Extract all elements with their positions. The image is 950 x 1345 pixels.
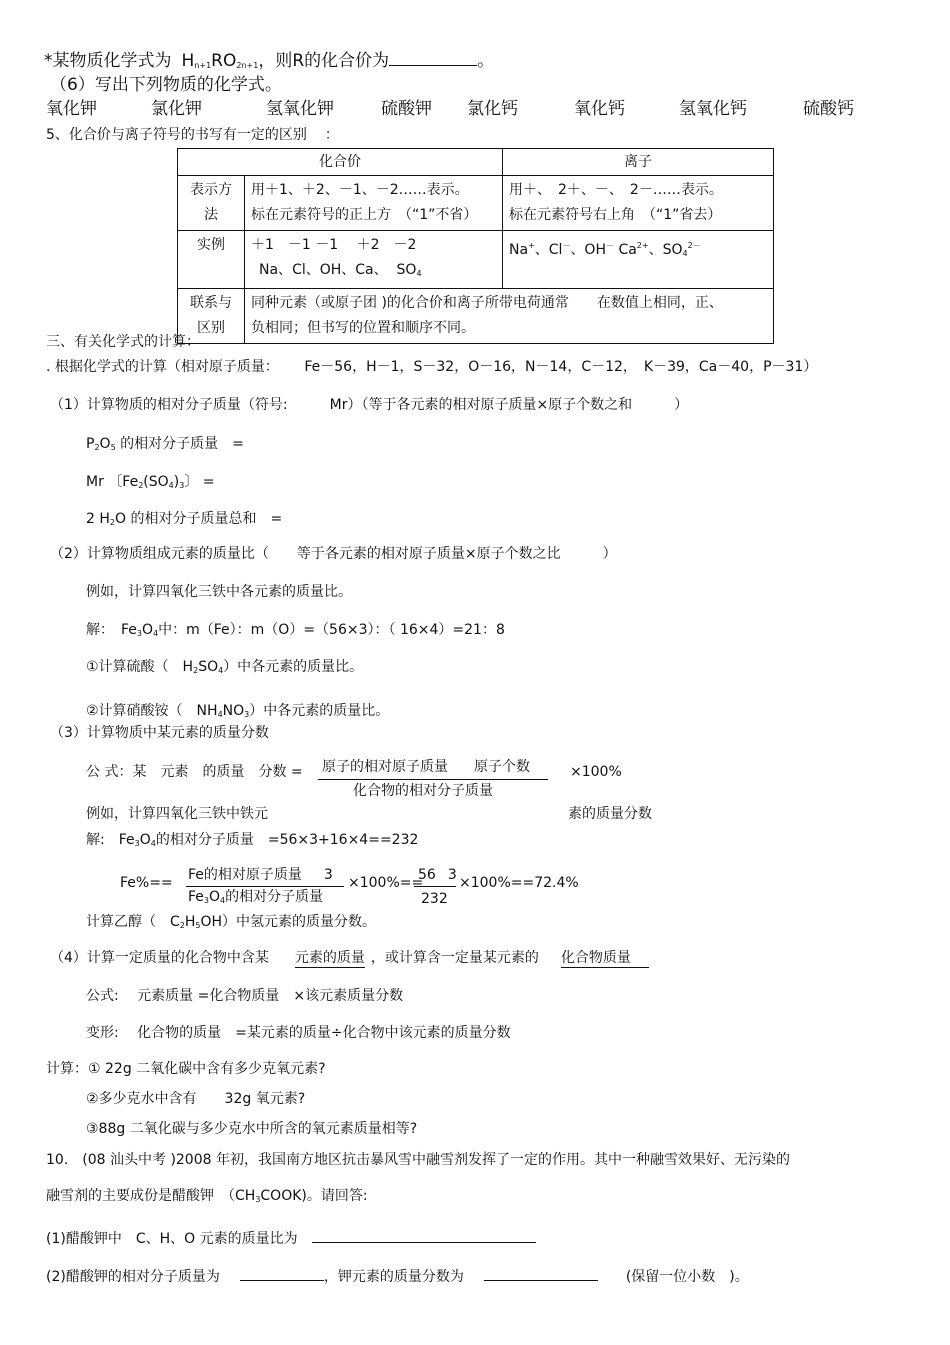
answer-blank[interactable] (389, 51, 477, 66)
ion-example: Na+、Cl－、OH－ $Ca^{2+}$、$SO_4^{2-}$ (503, 231, 774, 289)
q6-item: 硫酸钙 (803, 99, 854, 119)
h2o-line: 2 $H_2O$ 的相对分子质量总和 = (86, 511, 283, 527)
row-label-relation: 联系与 区别 (178, 289, 245, 344)
p2o5-line: $P_2O_5$ 的相对分子质量 = (86, 436, 244, 452)
valence-example: ＋1 －1 －1 ＋2 －2 Na、Cl、OH、Ca、 $SO_4$ (245, 231, 503, 289)
c3-formula-label: 公 式：某 元素 的质量 分数 = (86, 764, 303, 780)
q6-item: 氯化钙 (467, 99, 518, 119)
c3-solution: 解: $Fe_3O_4$的相对分子质量 =56×3+16×4==232 (86, 832, 419, 848)
fraction-bar (414, 886, 456, 887)
c3-example-a: 例如，计算四氧化三铁中铁元 (86, 806, 268, 822)
c2-example: 例如，计算四氧化三铁中各元素的质量比。 (86, 584, 352, 600)
c1-title: （1）计算物质的相对分子质量（符号: Mr）（等于各元素的相对原子质量×原子个数之和 ） (50, 397, 689, 413)
q6-title: （6）写出下列物质的化学式。 (50, 75, 282, 95)
f1-denominator: $Fe_3O_4$的相对分子质量 (188, 889, 324, 905)
f1-numerator: Fe的相对原子质量 3 (188, 867, 333, 883)
atomic-mass-basis: . 根据化学式的计算（相对原子质量： Fe－56，H－1，S－32，O－16，N－14，C－12， K－39，Ca－40，P－31） (46, 359, 818, 375)
q10-line1: 10. (08 汕头中考 )2008 年初，我国南方地区抗击暴风雪中融雪剂发挥了一定的作用。其中一种融雪效果好、无污染的 (46, 1152, 790, 1168)
q10-line2: 融雪剂的主要成份是醋酸钾 $(CH_3COOK)$。请回答: (46, 1188, 368, 1204)
q6-item: 氢氧化钙 (679, 99, 747, 119)
q6-item: 硫酸钾 (381, 99, 432, 119)
c4-variant: 变形: 化合物的质量 =某元素的质量÷化合物中该元素的质量分数 (86, 1025, 511, 1041)
table-header-valence: 化合价 (178, 149, 503, 176)
c4-formula: 公式: 元素质量 =化合物质量 ×该元素质量分数 (86, 988, 404, 1004)
fe-percent-label: Fe%== (120, 875, 173, 891)
c3-times100: ×100% (570, 764, 622, 780)
calc-q2: ②多少克水中含有 32g 氧元素? (86, 1091, 306, 1107)
fraction-bar (186, 886, 344, 887)
q10-sub1: (1)醋酸钾中 C、H、O 元素的质量比为 (46, 1228, 536, 1247)
relation-text: 同种元素（或原子团 )的化合价和离子所带电荷通常 在数值上相同，正、 负相同；但书写的位置和顺序不同。 (245, 289, 774, 344)
q6-item: 氧化钙 (574, 99, 625, 119)
c2-exercise-2: ②计算硝酸铵（ $NH_4NO_3$）中各元素的质量比。 (86, 703, 390, 719)
mr-fe-line: Mr 〔$Fe_2(SO_4)_3$〕 = (86, 474, 215, 490)
calc-q3: ③88g 二氧化碳与多少克水中所含的氧元素质量相等? (86, 1121, 418, 1137)
c3-denominator: 化合物的相对分子质量 (353, 783, 493, 799)
fraction-bar (318, 779, 548, 780)
q6-item: 氯化钾 (151, 99, 202, 119)
table-header-ion: 离子 (503, 149, 774, 176)
valence-ion-table (177, 148, 774, 344)
answer-blank[interactable] (484, 1266, 598, 1281)
answer-blank[interactable] (240, 1266, 324, 1281)
c3-result: ×100%==72.4% (459, 875, 579, 891)
section3-title: 三、有关化学式的计算： (46, 334, 200, 350)
f2-numerator: 56 3 (418, 867, 457, 883)
answer-blank[interactable] (312, 1228, 536, 1243)
c3-exercise: 计算乙醇（ $C_2H_5OH$）中氢元素的质量分数。 (86, 914, 377, 930)
f2-denominator: 232 (421, 891, 448, 907)
c2-solution: 解： $Fe_3O_4$中：m（Fe）：m（O）=（56×3）：（ 16×4）=21：8 (86, 622, 505, 638)
section5-title: 5、化合价与离子符号的书写有一定的区别 ： (46, 127, 339, 143)
c3-title: （3）计算物质中某元素的质量分数 (50, 725, 269, 741)
q6-item: 氢氧化钾 (266, 99, 334, 119)
c3-example-b: 素的质量分数 (568, 806, 652, 822)
row-label-example: 实例 (178, 231, 245, 289)
valence-question: *某物质化学式为 $H_{n+1}RO_{2n+1}$，则R的化合价为 。 (44, 51, 495, 71)
c2-exercise-1: ①计算硫酸（ $H_2SO_4$）中各元素的质量比。 (86, 659, 364, 675)
calc-q1: 计算：① 22g 二氧化碳中含有多少克氧元素? (46, 1061, 326, 1077)
c3-numerator: 原子的相对原子质量 原子个数 (322, 759, 530, 775)
row-label-method: 表示方 法 (178, 176, 245, 231)
c2-title: （2）计算物质组成元素的质量比（ 等于各元素的相对原子质量×原子个数之比 ） (50, 546, 617, 562)
q6-item: 氧化钾 (46, 99, 97, 119)
valence-method: 用＋1、＋2、－1、－2……表示。 标在元素符号的正上方 （“1”不省） (245, 176, 503, 231)
q10-sub2: (2)醋酸钾的相对分子质量为 ，钾元素的质量分数为 (保留一位小数 )。 (46, 1266, 749, 1285)
ion-method: 用＋、 2＋、－、 2－……表示。 标在元素符号右上角 （“1”省去） (503, 176, 774, 231)
mid-times: ×100%== (348, 875, 424, 891)
c4-title: （4）计算一定质量的化合物中含某 元素的质量 ，或计算含一定量某元素的 化合物质量 (50, 951, 649, 966)
